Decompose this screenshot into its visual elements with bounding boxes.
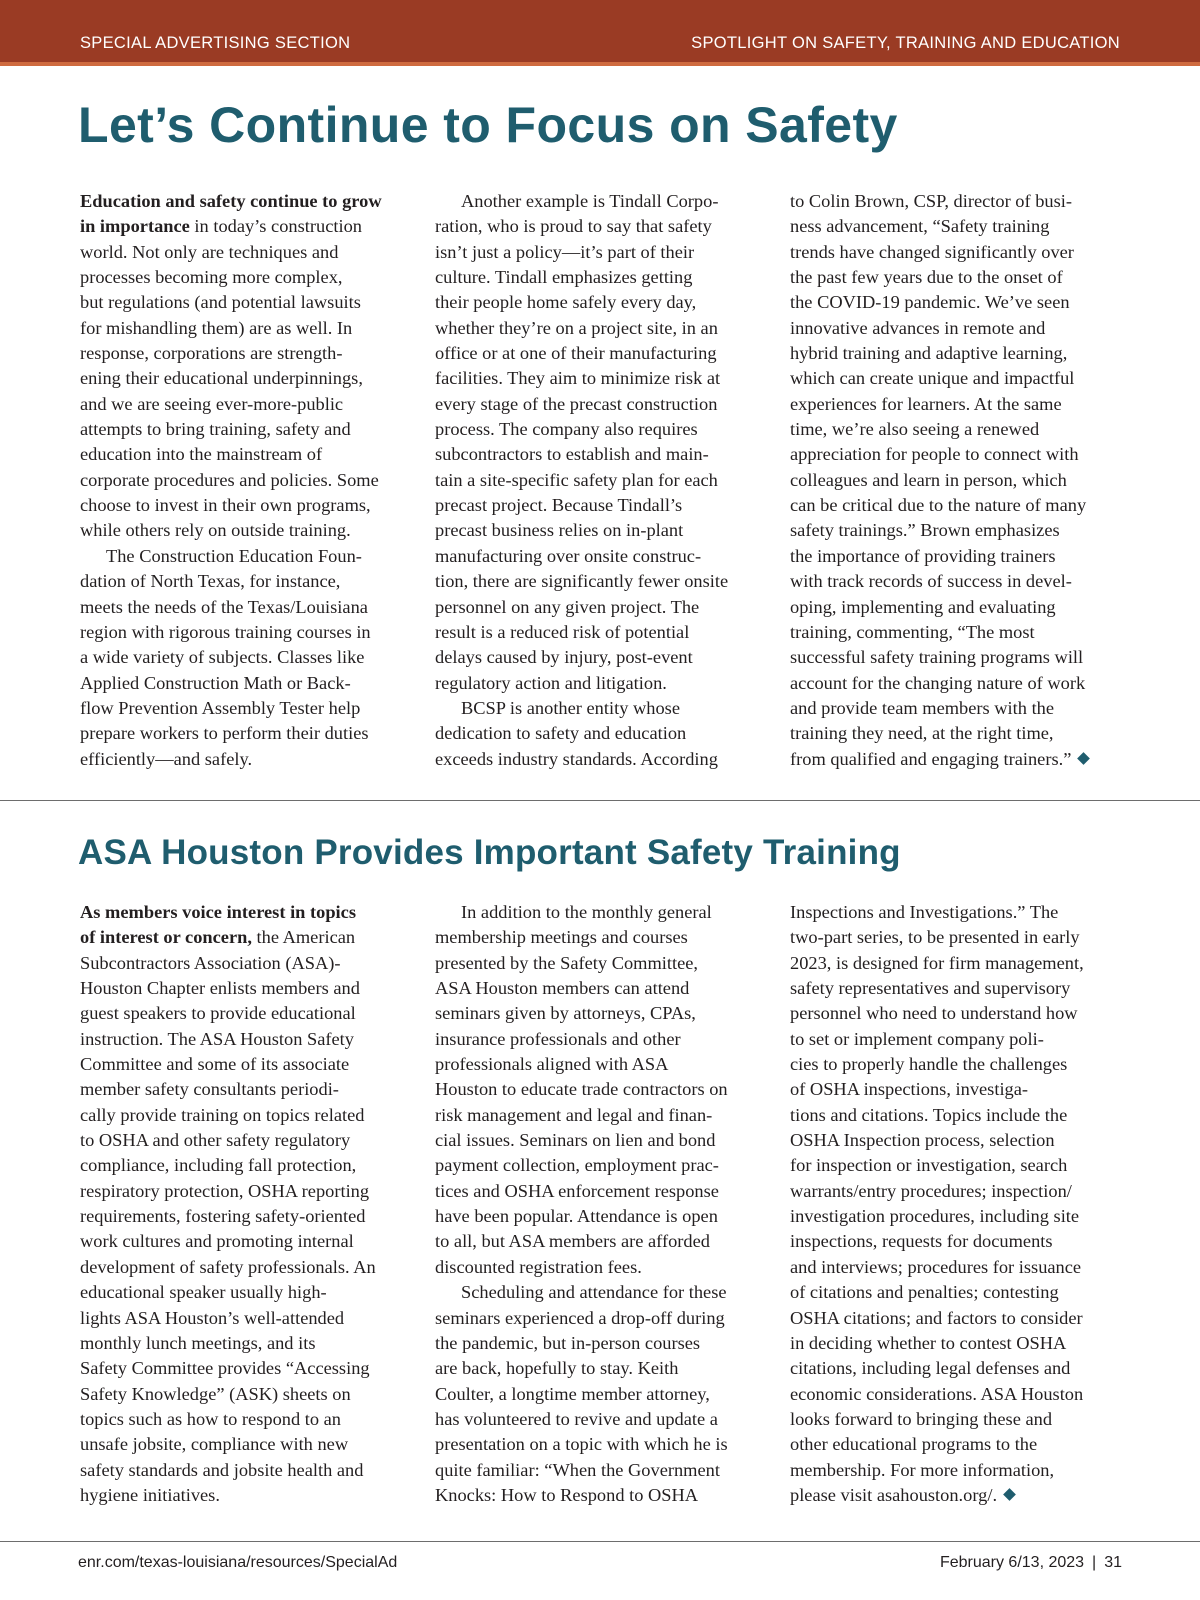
text-line: to OSHA and other safety regulatory bbox=[80, 1130, 351, 1151]
text-line: safety trainings.” Brown emphasizes bbox=[790, 520, 1060, 541]
text-line: precast project. Because Tindall’s bbox=[435, 495, 683, 516]
lead-text: in today’s construction bbox=[189, 216, 362, 237]
article-2-column-2 bbox=[435, 900, 765, 1508]
text-line: which can create unique and impactful bbox=[790, 368, 1075, 389]
footer-separator: | bbox=[1092, 1554, 1097, 1571]
text-line: OSHA Inspection process, selection bbox=[790, 1130, 1055, 1151]
article-2-title: ASA Houston Provides Important Safety Training bbox=[78, 833, 901, 872]
text-line: Houston Chapter enlists members and bbox=[80, 978, 360, 999]
text-line: safety representatives and supervisory bbox=[790, 978, 1071, 999]
text-line: ASA Houston members can attend bbox=[435, 978, 690, 999]
text-line: choose to invest in their own programs, bbox=[80, 495, 371, 516]
lead-bold: of interest or concern, bbox=[80, 927, 252, 948]
header-banner bbox=[0, 0, 1200, 66]
text-line: a wide variety of subjects. Classes like bbox=[80, 647, 365, 668]
text-line: payment collection, employment prac- bbox=[435, 1155, 719, 1176]
text-line: innovative advances in remote and bbox=[790, 317, 1046, 338]
article-1-column-1 bbox=[80, 189, 410, 772]
text-line: for inspection or investigation, search bbox=[790, 1155, 1068, 1176]
text-line: has volunteered to revive and update a bbox=[435, 1408, 718, 1429]
text-line: seminars given by attorneys, CPAs, bbox=[435, 1003, 696, 1024]
text-line: hybrid training and adaptive learning, bbox=[790, 343, 1068, 364]
text-line: warrants/entry procedures; inspection/ bbox=[790, 1180, 1072, 1201]
text-line: risk management and legal and finan- bbox=[435, 1104, 713, 1125]
text-line: from qualified and engaging trainers.” bbox=[790, 748, 1072, 769]
lead-line bbox=[80, 900, 410, 925]
text-line: Coulter, a longtime member attorney, bbox=[435, 1383, 710, 1404]
text-line: processes becoming more complex, bbox=[80, 267, 343, 288]
final-line bbox=[790, 747, 1120, 772]
text-line: Scheduling and attendance for these bbox=[461, 1282, 727, 1303]
text-line: looks forward to bringing these and bbox=[790, 1408, 1053, 1429]
footer-url: enr.com/texas-louisiana/resources/SpecialAd bbox=[78, 1554, 398, 1571]
text-line: presentation on a topic with which he is bbox=[435, 1434, 728, 1455]
text-line: discounted registration fees. bbox=[435, 1256, 642, 1277]
text-line: educational speaker usually high- bbox=[80, 1282, 327, 1303]
text-line: economic considerations. ASA Houston bbox=[790, 1383, 1084, 1404]
text-line: instruction. The ASA Houston Safety bbox=[80, 1028, 354, 1049]
text-line: development of safety professionals. An bbox=[80, 1256, 376, 1277]
text-line: Safety Knowledge” (ASK) sheets on bbox=[80, 1383, 351, 1404]
text-line: exceeds industry standards. According bbox=[435, 748, 718, 769]
text-line: compliance, including fall protection, bbox=[80, 1155, 357, 1176]
text-line: appreciation for people to connect with bbox=[790, 444, 1079, 465]
page-number: 31 bbox=[1104, 1554, 1122, 1571]
text-line: prepare workers to perform their duties bbox=[80, 723, 369, 744]
text-line: In addition to the monthly general bbox=[461, 902, 712, 922]
section-divider bbox=[0, 800, 1200, 801]
text-line: tices and OSHA enforcement response bbox=[435, 1180, 719, 1201]
lead-line bbox=[80, 214, 410, 239]
text-line: Houston to educate trade contractors on bbox=[435, 1079, 728, 1100]
text-line: successful safety training programs will bbox=[790, 647, 1084, 668]
text-line: the past few years due to the onset of bbox=[790, 267, 1063, 288]
text-line: monthly lunch meetings, and its bbox=[80, 1332, 316, 1353]
article-1-column-3 bbox=[790, 189, 1120, 772]
text-line: presented by the Safety Committee, bbox=[435, 952, 699, 973]
text-line: account for the changing nature of work bbox=[790, 672, 1086, 693]
text-line: oping, implementing and evaluating bbox=[790, 596, 1056, 617]
text-line: the importance of providing trainers bbox=[790, 545, 1056, 566]
text-line: ening their educational underpinnings, bbox=[80, 368, 363, 389]
article-2-column-3 bbox=[790, 900, 1120, 1508]
text-line: the pandemic, but in-person courses bbox=[435, 1332, 701, 1353]
text-line: 2023, is designed for firm management, bbox=[790, 952, 1084, 973]
text-line: have been popular. Attendance is open bbox=[435, 1206, 718, 1227]
text-line: quite familiar: “When the Government bbox=[435, 1459, 720, 1480]
article-1-title: Let’s Continue to Focus on Safety bbox=[78, 97, 898, 153]
text-line: OSHA citations; and factors to consider bbox=[790, 1307, 1083, 1328]
text-line: The Construction Education Foun- bbox=[106, 545, 362, 566]
text-line: Inspections and Investigations.” The bbox=[790, 902, 1059, 922]
text-line: response, corporations are strength- bbox=[80, 343, 343, 364]
article-2-column-1 bbox=[80, 900, 410, 1508]
lead-text: the American bbox=[251, 927, 356, 948]
text-line: please visit asahouston.org/. bbox=[790, 1484, 998, 1505]
text-line: dation of North Texas, for instance, bbox=[80, 571, 341, 592]
article-1-column-2 bbox=[435, 189, 765, 772]
text-line: region with rigorous training courses in bbox=[80, 621, 371, 642]
text-line: of citations and penalties; contesting bbox=[790, 1282, 1059, 1303]
text-line: to Colin Brown, CSP, director of busi- bbox=[790, 191, 1072, 211]
lead-bold: As members voice interest in topics bbox=[80, 902, 356, 922]
text-line: isn’t just a policy—it’s part of their bbox=[435, 241, 695, 262]
text-line: Knocks: How to Respond to OSHA bbox=[435, 1484, 699, 1505]
text-line: insurance professionals and other bbox=[435, 1028, 681, 1049]
text-line: Applied Construction Math or Back- bbox=[80, 672, 351, 693]
text-line: for mishandling them) are as well. In bbox=[80, 317, 353, 338]
text-line: regulatory action and litigation. bbox=[435, 672, 667, 693]
text-line: flow Prevention Assembly Tester help bbox=[80, 697, 361, 718]
text-line: cies to properly handle the challenges bbox=[790, 1054, 1068, 1075]
text-line: every stage of the precast construction bbox=[435, 393, 718, 414]
text-line: efficiently—and safely. bbox=[80, 748, 253, 769]
text-line: meets the needs of the Texas/Louisiana bbox=[80, 596, 368, 617]
footer-divider bbox=[0, 1541, 1200, 1542]
text-line: ration, who is proud to say that safety bbox=[435, 216, 712, 237]
lead-bold: in importance bbox=[80, 216, 190, 237]
text-line: respiratory protection, OSHA reporting bbox=[80, 1180, 370, 1201]
text-line: and interviews; procedures for issuance bbox=[790, 1256, 1082, 1277]
text-line: member safety consultants periodi- bbox=[80, 1079, 339, 1100]
text-line: personnel on any given project. The bbox=[435, 596, 700, 617]
text-line: unsafe jobsite, compliance with new bbox=[80, 1434, 349, 1455]
text-line: Subcontractors Association (ASA)- bbox=[80, 952, 341, 973]
text-line: citations, including legal defenses and bbox=[790, 1358, 1071, 1379]
text-line: professionals aligned with ASA bbox=[435, 1054, 669, 1075]
text-line: education into the mainstream of bbox=[80, 444, 323, 465]
text-line: process. The company also requires bbox=[435, 419, 698, 440]
footer-info bbox=[940, 1554, 1122, 1572]
text-line: tions and citations. Topics include the bbox=[790, 1104, 1068, 1125]
text-line: lights ASA Houston’s well-attended bbox=[80, 1307, 345, 1328]
text-line: trends have changed significantly over bbox=[790, 241, 1074, 262]
text-line: training, commenting, “The most bbox=[790, 621, 1035, 642]
text-line: tion, there are significantly fewer onsite bbox=[435, 571, 729, 592]
text-line: Safety Committee provides “Accessing bbox=[80, 1358, 370, 1379]
text-line: and provide team members with the bbox=[790, 697, 1055, 718]
text-line: manufacturing over onsite construc- bbox=[435, 545, 702, 566]
final-line bbox=[790, 1483, 1120, 1508]
text-line: hygiene initiatives. bbox=[80, 1484, 220, 1505]
text-line: can be critical due to the nature of many bbox=[790, 495, 1087, 516]
text-line: world. Not only are techniques and bbox=[80, 241, 339, 262]
text-line: requirements, fostering safety-oriented bbox=[80, 1206, 366, 1227]
text-line: while others rely on outside training. bbox=[80, 520, 351, 541]
lead-bold: Education and safety continue to grow bbox=[80, 191, 382, 211]
text-line: dedication to safety and education bbox=[435, 723, 687, 744]
text-line: office or at one of their manufacturing bbox=[435, 343, 717, 364]
text-line: cally provide training on topics related bbox=[80, 1104, 365, 1125]
text-line: cial issues. Seminars on lien and bond bbox=[435, 1130, 716, 1151]
text-line: attempts to bring training, safety and bbox=[80, 419, 351, 440]
text-line: seminars experienced a drop-off during bbox=[435, 1307, 725, 1328]
text-line: result is a reduced risk of potential bbox=[435, 621, 690, 642]
text-line: subcontractors to establish and main- bbox=[435, 444, 709, 465]
text-line: work cultures and promoting internal bbox=[80, 1231, 354, 1252]
text-line: tain a site-specific safety plan for each bbox=[435, 469, 718, 490]
text-line: ness advancement, “Safety training bbox=[790, 216, 1050, 237]
text-line: colleagues and learn in person, which bbox=[790, 469, 1067, 490]
text-line: investigation procedures, including site bbox=[790, 1206, 1080, 1227]
text-line: Committee and some of its associate bbox=[80, 1054, 350, 1075]
text-line: whether they’re on a project site, in an bbox=[435, 317, 718, 338]
text-line: inspections, requests for documents bbox=[790, 1231, 1053, 1252]
end-mark-icon bbox=[1003, 1488, 1016, 1501]
text-line: their people home safely every day, bbox=[435, 292, 697, 313]
text-line: to all, but ASA members are afforded bbox=[435, 1231, 710, 1252]
lead-line bbox=[80, 925, 410, 950]
section-label: SPECIAL ADVERTISING SECTION bbox=[80, 34, 351, 52]
text-line: the COVID-19 pandemic. We’ve seen bbox=[790, 292, 1070, 313]
spotlight-label: SPOTLIGHT ON SAFETY, TRAINING AND EDUCATION bbox=[691, 34, 1120, 52]
text-line: but regulations (and potential lawsuits bbox=[80, 292, 361, 313]
text-line: training they need, at the right time, bbox=[790, 723, 1054, 744]
text-line: safety standards and jobsite health and bbox=[80, 1459, 364, 1480]
text-line: corporate procedures and policies. Some bbox=[80, 469, 379, 490]
text-line: two-part series, to be presented in early bbox=[790, 927, 1080, 948]
text-line: in deciding whether to contest OSHA bbox=[790, 1332, 1067, 1353]
text-line: and we are seeing ever-more-public bbox=[80, 393, 344, 414]
text-line: topics such as how to respond to an bbox=[80, 1408, 342, 1429]
issue-date: February 6/13, 2023 bbox=[939, 1554, 1085, 1571]
text-line: Another example is Tindall Corpo- bbox=[461, 191, 719, 211]
text-line: membership meetings and courses bbox=[435, 927, 688, 948]
text-line: membership. For more information, bbox=[790, 1459, 1055, 1480]
text-line: experiences for learners. At the same bbox=[790, 393, 1062, 414]
text-line: of OSHA inspections, investiga- bbox=[790, 1079, 1029, 1100]
text-line: BCSP is another entity whose bbox=[461, 697, 680, 718]
text-line: are back, hopefully to stay. Keith bbox=[435, 1358, 679, 1379]
text-line: personnel who need to understand how bbox=[790, 1003, 1078, 1024]
text-line: to set or implement company poli- bbox=[790, 1028, 1044, 1049]
text-line: facilities. They aim to minimize risk at bbox=[435, 368, 721, 389]
text-line: precast business relies on in-plant bbox=[435, 520, 684, 541]
lead-line bbox=[80, 189, 410, 214]
text-line: other educational programs to the bbox=[790, 1434, 1038, 1455]
text-line: delays caused by injury, post-event bbox=[435, 647, 693, 668]
text-line: guest speakers to provide educational bbox=[80, 1003, 356, 1024]
end-mark-icon bbox=[1078, 752, 1091, 765]
text-line: time, we’re also seeing a renewed bbox=[790, 419, 1040, 440]
text-line: with track records of success in devel- bbox=[790, 571, 1072, 592]
text-line: culture. Tindall emphasizes getting bbox=[435, 267, 693, 288]
